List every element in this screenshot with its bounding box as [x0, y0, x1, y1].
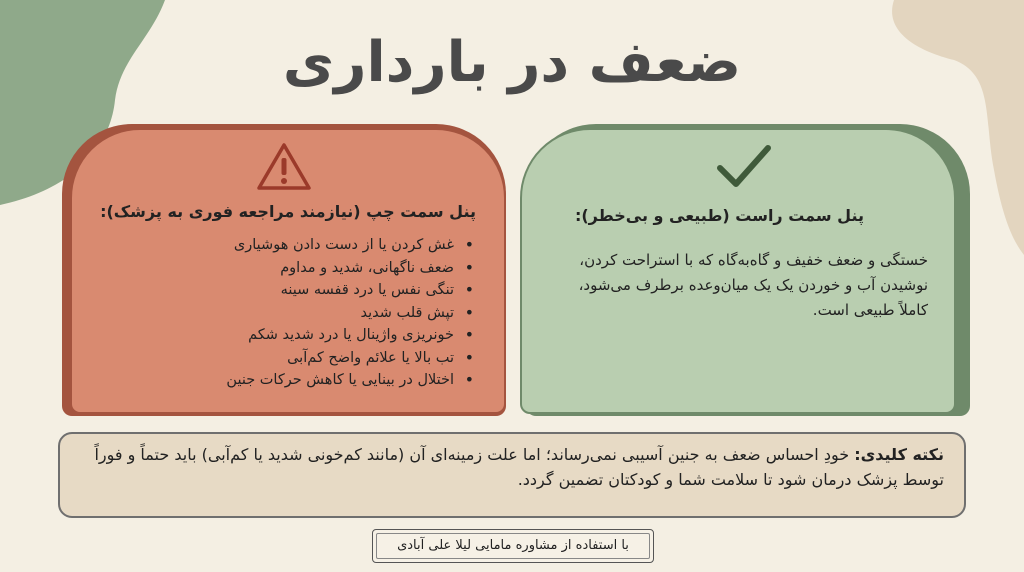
list-item: • غش کردن یا از دست دادن هوشیاری	[92, 234, 474, 257]
credit-inner-border	[376, 533, 650, 559]
credit-text: با استفاده از مشاوره مامایی لیلا علی آبادی	[397, 538, 629, 553]
page-title: ضعف در بارداری	[282, 30, 742, 95]
right-panel-body: خستگی و ضعف خفیف و گاه‌به‌گاه که با استراحت کردن، نوشیدن آب و خوردن یک یک میان‌وعده برطرف می‌شود، کاملاً طبیعی است.	[578, 251, 928, 319]
list-item: • ضعف ناگهانی، شدید و مداوم	[92, 257, 474, 280]
list-item: • تب بالا یا علائم واضح کم‌آبی	[92, 347, 474, 370]
urgent-symptoms-list	[92, 234, 474, 392]
right-panel-heading: پنل سمت راست (طبیعی و بی‌خطر):	[574, 206, 864, 225]
list-item: • تنگی نفس یا درد قفسه سینه	[92, 279, 474, 302]
list-item: • خونریزی واژینال یا درد شدید شکم	[92, 324, 474, 347]
credit-box	[372, 529, 654, 563]
normal-symptoms-panel	[520, 128, 956, 414]
key-note-label: نکته کلیدی:	[854, 445, 944, 464]
key-note-box	[58, 432, 966, 518]
key-note-text: خودِ احساس ضعف به جنین آسیبی نمی‌رساند؛ اما علت زمینه‌ای آن (مانند کم‌خونی شدید یا کم‌آبی) باید حتماً و فوراً توسط پزشک درمان شود تا سلامت شما و کودکتان تضمین گردد.	[94, 445, 944, 489]
list-item: • اختلال در بینایی یا کاهش حرکات جنین	[92, 369, 474, 392]
left-panel-heading: پنل سمت چپ (نیازمند مراجعه فوری به پزشک):	[100, 202, 476, 221]
urgent-symptoms-panel	[70, 128, 506, 414]
checkmark-icon	[716, 142, 772, 190]
list-item: • تپش قلب شدید	[92, 302, 474, 325]
warning-triangle-icon	[256, 142, 312, 192]
